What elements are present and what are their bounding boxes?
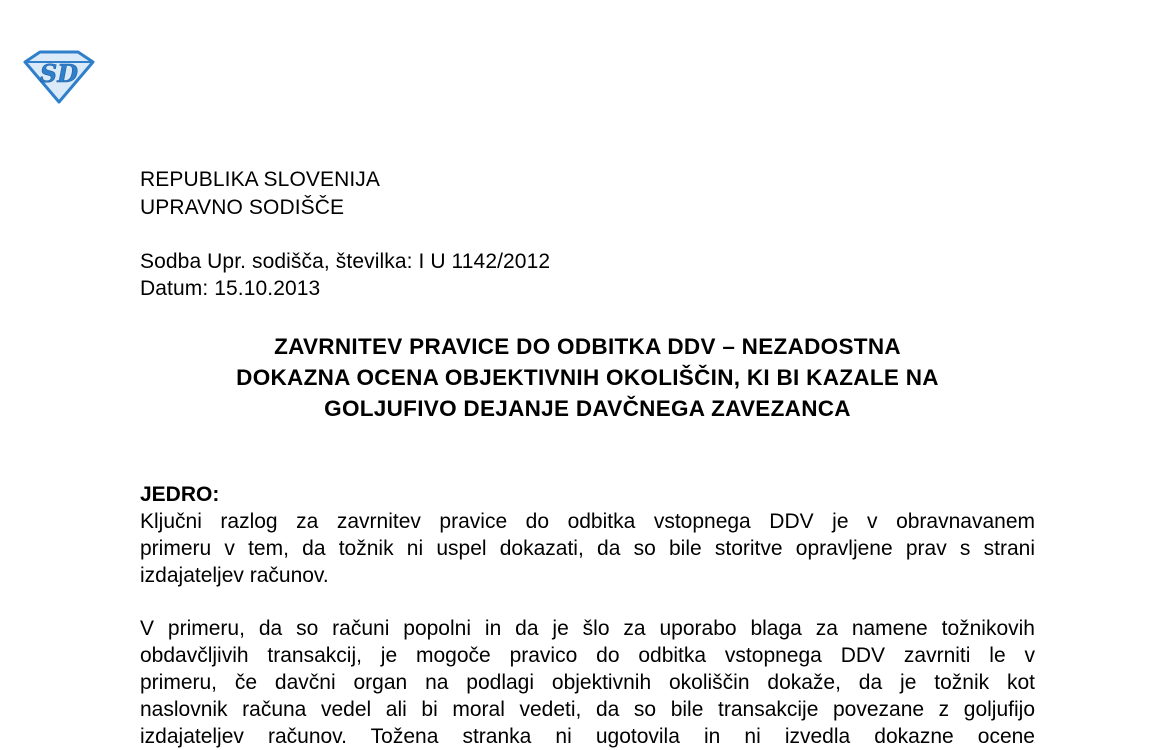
paragraph-line: izdajateljev računov. — [140, 564, 329, 587]
court-name: UPRAVNO SODIŠČE — [140, 196, 345, 219]
country-name: REPUBLIKA SLOVENIJA — [140, 168, 380, 191]
court-logo — [22, 50, 96, 104]
paragraph-line: obdavčljivih transakcij, je mogoče pravico do odbitka vstopnega DDV zavrniti le v — [140, 644, 1035, 667]
paragraph-line: primeru, če davčni organ na podlagi objektivnih okoliščin dokaže, da je tožnik kot — [140, 671, 1035, 694]
paragraph-line: V primeru, da so računi popolni in da je šlo za uporabo blaga za namene tožnikovih — [140, 617, 1035, 640]
paragraph-line: naslovnik računa vedel ali bi moral vedeti, da so bile transakcije povezane z goljufijo — [140, 698, 1035, 721]
title-line: ZAVRNITEV PRAVICE DO ODBITKA DDV – NEZADOSTNA — [274, 334, 901, 359]
paragraph-line: primeru v tem, da tožnik ni uspel dokazati, da so bile storitve opravljene prav s strani — [140, 537, 1035, 560]
case-reference: Sodba Upr. sodišča, številka: I U 1142/2012 — [140, 250, 551, 273]
logo-letters: SD — [39, 59, 79, 88]
title-line: DOKAZNA OCENA OBJEKTIVNIH OKOLIŠČIN, KI BI KAZALE NA — [236, 365, 939, 390]
case-date: Datum: 15.10.2013 — [140, 277, 321, 300]
title-line: GOLJUFIVO DEJANJE DAVČNEGA ZAVEZANCA — [324, 396, 851, 421]
paragraph-line: izdajateljev računov. Tožena stranka ni ugotovila in ni izvedla dokazne ocene — [140, 725, 1035, 748]
paragraph-1 — [140, 508, 1035, 589]
paragraph-2 — [140, 615, 1035, 750]
paragraph-line: Ključni razlog za zavrnitev pravice do odbitka vstopnega DDV je v obravnavanem — [140, 510, 1035, 533]
document-title — [140, 331, 1035, 424]
section-heading: JEDRO: — [140, 483, 220, 506]
